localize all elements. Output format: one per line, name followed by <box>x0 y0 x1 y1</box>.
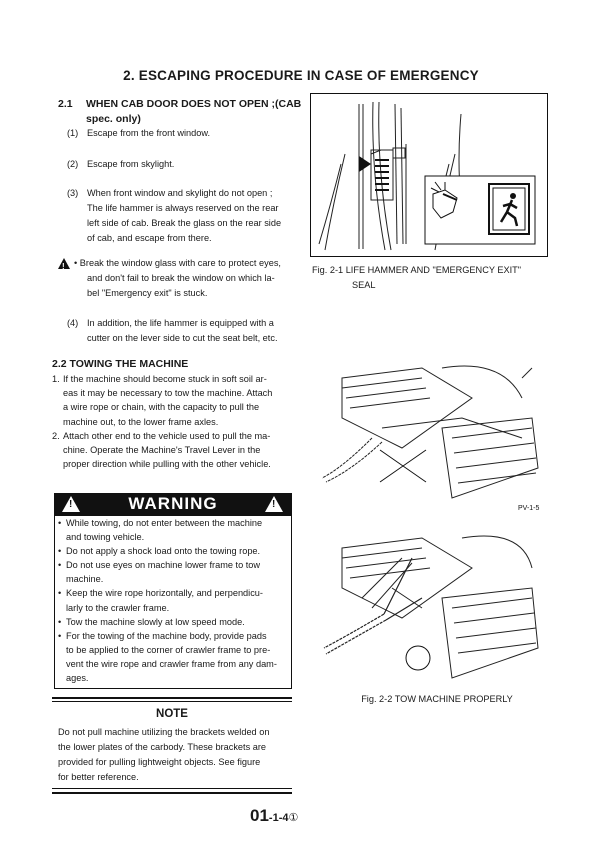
item-text: left side of cab. Break the glass on the rear side <box>87 218 282 228</box>
section-2-2-heading: 2.2 TOWING THE MACHINE <box>52 358 189 370</box>
bullet-text: Do not use eyes on machine lower frame to tow <box>66 560 261 571</box>
item-text: machine out, to the lower frame axles. <box>63 416 219 427</box>
bullet-text: Keep the wire rope horizontally, and perpendicu- <box>66 588 263 599</box>
caution-line: • Break the window glass with care to protect eyes, <box>74 258 281 268</box>
warning-list <box>58 516 288 685</box>
item-number: 1. <box>52 374 60 384</box>
warning-bullet: • Do not use eyes on machine lower frame to tow machine. <box>58 558 288 586</box>
item-text: chine. Operate the Machine's Travel Lever in the <box>63 445 261 456</box>
caution-line: bel "Emergency exit" is stuck. <box>87 288 208 298</box>
list-item <box>52 372 296 429</box>
section-heading-line1: WHEN CAB DOOR DOES NOT OPEN ;(CAB <box>86 98 302 110</box>
item-text: The life hammer is always reserved on the rear <box>87 203 279 213</box>
list-item <box>67 157 307 172</box>
figure-code: PV-1-5 <box>518 505 540 512</box>
caption-line: SEAL <box>352 280 376 290</box>
wrong-mark <box>380 450 426 482</box>
note-line: Do not pull machine utilizing the brackets welded on <box>58 727 270 737</box>
bullet-text: larly to the crawler frame. <box>66 602 170 613</box>
warning-bullet: • For the towing of the machine body, provide pads to be applied to the corner of crawler frame to pre- vent the wire rope and crawler frame from any dam- ages. <box>58 629 288 685</box>
warning-bullet: • Tow the machine slowly at low speed mode. <box>58 615 288 629</box>
item-text: Attach other end to the vehicle used to pull the ma- <box>63 430 271 441</box>
item-text: cutter on the lever side to cut the seat belt, etc. <box>87 333 278 343</box>
arrow-icon <box>359 156 371 172</box>
page-number-main: 01 <box>250 806 269 825</box>
item-number: (1) <box>67 128 79 138</box>
warning-header <box>54 493 292 516</box>
list-item <box>67 316 307 346</box>
note-title: NOTE <box>156 708 188 720</box>
note-body <box>58 725 294 785</box>
towing-illustration <box>322 358 544 688</box>
page-number <box>250 806 298 826</box>
item-text: When front window and skylight do not open ; <box>87 188 273 198</box>
divider <box>52 788 292 789</box>
caution-icon <box>58 258 70 269</box>
bullet-text: For the towing of the machine body, provide pads <box>66 630 267 641</box>
caption-line: Fig. 2-1 LIFE HAMMER AND "EMERGENCY EXIT" <box>312 265 522 275</box>
bullet-text: Tow the machine slowly at low speed mode. <box>66 616 245 627</box>
warning-icon <box>265 496 283 512</box>
cab-interior-illustration <box>311 94 547 256</box>
section-heading-line2: spec. only) <box>86 113 141 125</box>
note-line: provided for pulling lightweight objects. See figure <box>58 757 261 767</box>
section-number: 2.1 <box>58 98 73 110</box>
item-text: proper direction while pulling with the other vehicle. <box>63 459 271 470</box>
warning-label: WARNING <box>128 494 218 513</box>
note-line: the lower plates of the carbody. These brackets are <box>58 742 267 752</box>
divider <box>52 697 292 699</box>
bullet-text: Do not apply a shock load onto the towing rope. <box>66 546 261 557</box>
list-item <box>67 186 307 246</box>
section-2-1-heading <box>58 97 308 127</box>
note-line: for better reference. <box>58 772 139 782</box>
bullet-text: to be applied to the corner of crawler frame to pre- <box>66 644 271 655</box>
divider <box>52 792 292 794</box>
item-text: Escape from skylight. <box>87 159 175 169</box>
figure-2-1 <box>310 93 548 257</box>
item-number: (4) <box>67 318 79 328</box>
page-number-suffix: -1-4 <box>268 812 289 824</box>
item-number: (2) <box>67 159 79 169</box>
warning-bullet: • Keep the wire rope horizontally, and perpendicu- larly to the crawler frame. <box>58 586 288 614</box>
bullet-text: vent the wire rope and crawler frame from any dam- <box>66 658 277 669</box>
list-item <box>67 126 307 141</box>
caution-note <box>58 256 308 301</box>
item-number: 2. <box>52 430 60 441</box>
warning-bullet: • While towing, do not enter between the machine and towing vehicle. <box>58 516 288 544</box>
figure-2-1-caption <box>312 263 552 293</box>
item-text: a wire rope or chain, with the capacity to pull the <box>63 402 260 413</box>
divider <box>52 701 292 702</box>
figure-2-2 <box>322 358 544 688</box>
page-title: 2. ESCAPING PROCEDURE IN CASE OF EMERGENCY <box>123 68 479 83</box>
item-text: In addition, the life hammer is equipped with a <box>87 318 274 328</box>
right-mark <box>406 646 430 670</box>
list-item <box>52 429 296 472</box>
item-text: of cab, and escape from there. <box>87 233 212 243</box>
towing-steps <box>52 372 296 471</box>
page-number-circled: ① <box>288 812 299 824</box>
item-text: eas it may be necessary to tow the machine. Attach <box>63 388 273 399</box>
caution-line: and don't fail to break the window on which la- <box>87 273 275 283</box>
item-text: If the machine should become stuck in soft soil ar- <box>63 374 267 384</box>
item-number: (3) <box>67 188 79 198</box>
warning-bullet: • Do not apply a shock load onto the towing rope. <box>58 544 288 558</box>
emergency-exit-icon <box>489 184 529 234</box>
item-text: Escape from the front window. <box>87 128 211 138</box>
bullet-text: machine. <box>66 574 104 585</box>
bullet-text: ages. <box>66 673 89 684</box>
bullet-text: and towing vehicle. <box>66 532 145 543</box>
figure-2-2-caption: Fig. 2-2 TOW MACHINE PROPERLY <box>361 694 513 704</box>
bullet-text: While towing, do not enter between the machine <box>66 518 263 528</box>
